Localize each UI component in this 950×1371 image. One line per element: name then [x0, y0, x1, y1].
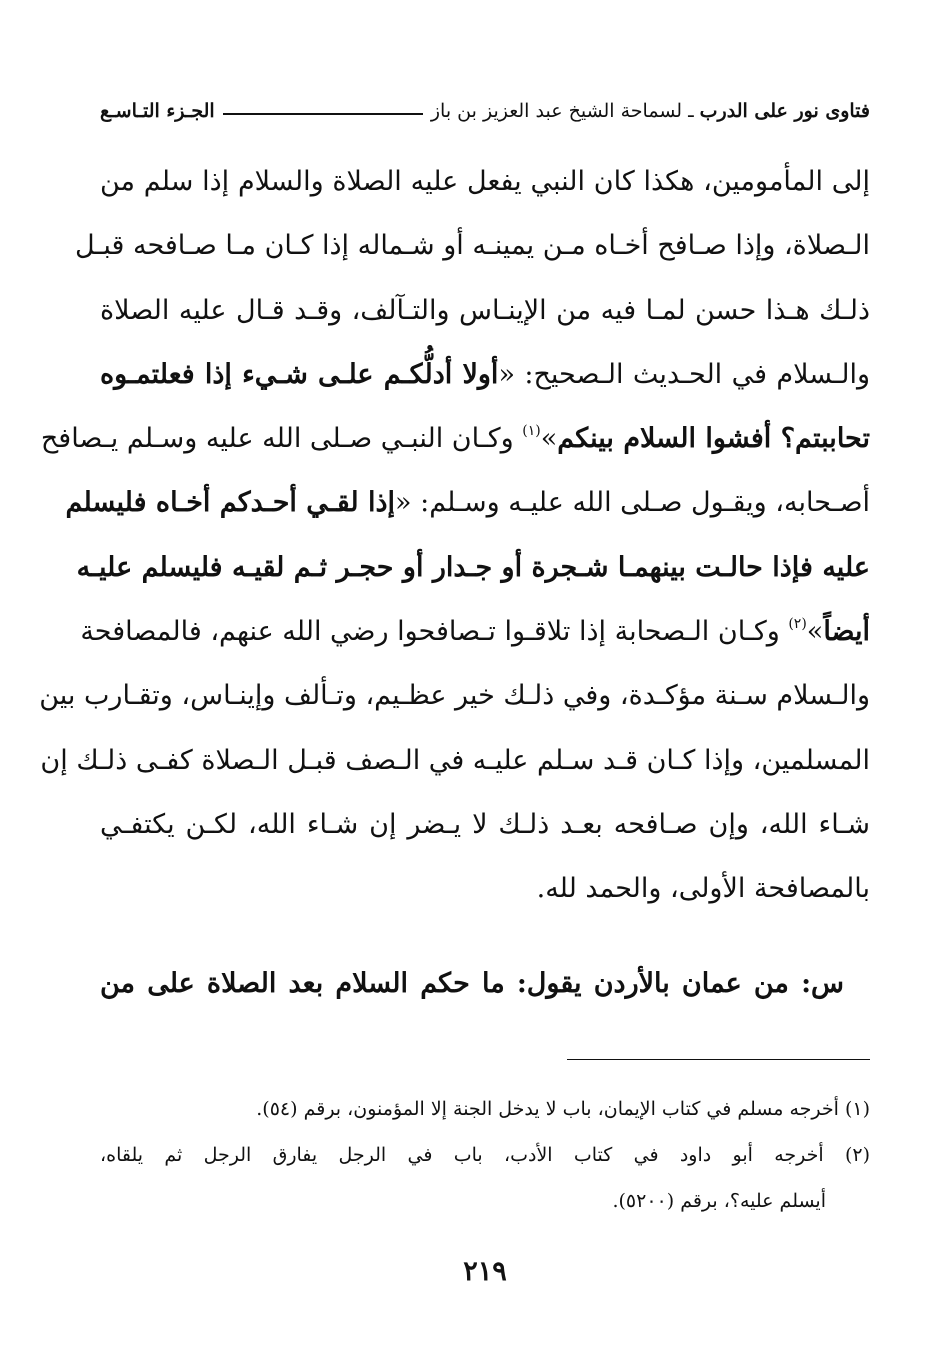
body-line-text: أصـحابه، ويقـول صـلى الله عليـه وسـلم: « — [395, 487, 870, 519]
footnote-2: (٢) أخرجه أبو داود في كتاب الأدب، باب في الرجل يفارق الرجل ثم يلقاه، — [100, 1144, 870, 1166]
footnote-ref-1[interactable]: (١) — [522, 423, 541, 440]
page-number: ٢١٩ — [463, 1256, 507, 1287]
running-header — [100, 94, 870, 128]
body-line-text: إلى المأمومين، هكذا كان النبي يفعل عليه الصلاة والسلام إذا سلم من — [100, 166, 870, 197]
header-separator: ـ — [688, 100, 694, 122]
body-line — [80, 600, 870, 664]
body-line-text: ذلـك هـذا حسن لمـا فيه من الإينـاس والتـآلف، وقـد قـال عليه الصلاة — [100, 294, 870, 326]
header-rule — [223, 113, 423, 115]
quote-close: » — [806, 616, 824, 648]
body-line — [40, 407, 870, 471]
body-line — [100, 279, 870, 343]
body-line — [74, 214, 870, 278]
footnotes — [100, 1086, 870, 1224]
quote-close: » — [540, 423, 558, 455]
body-line — [100, 857, 870, 921]
body-line — [100, 150, 870, 214]
question-heading: س: من عمان بالأردن يقول: ما حكم السلام بعد الصلاة على من — [100, 968, 844, 999]
body-line-text: شـاء الله، وإن صـافحه بعـد ذلـك لا يـضر إن شـاء الله، لكـن يكتفـي — [100, 808, 870, 840]
footnote-1: (١) أخرجه مسلم في كتاب الإيمان، باب لا يدخل الجنة إلا المؤمنون، برقم (٥٤). — [256, 1098, 870, 1120]
hadith-quote: تحاببتم؟ أفشوا السلام بينكم — [557, 423, 870, 455]
body-line — [76, 536, 870, 600]
hadith-quote: أولا أدلُّكـم علـى شـيء إذا فعلتمـوه — [100, 358, 499, 390]
body-line — [39, 664, 870, 728]
body-line-text: المسلمين، وإذا كـان قـد سـلم عليـه في الـصف قبـل الـصلاة كفـى ذلـك إن — [40, 744, 870, 776]
hadith-quote: أيضاً — [823, 616, 870, 648]
footnote-ref-2[interactable]: (٢) — [788, 616, 807, 633]
header-author: لسماحة الشيخ عبد العزيز بن باز — [430, 100, 683, 122]
hadith-quote: عليه فإذا حالـت بينهمـا شـجرة أو جـدار أو حجـر ثـم لقيـه فليسلم عليـه — [76, 551, 870, 583]
footnote-separator — [567, 1059, 870, 1060]
body-line-text: والـسلام في الحـديث الـصحيح: « — [498, 358, 870, 390]
hadith-quote: إذا لقـي أحـدكم أخـاه فليسلم — [65, 487, 396, 519]
body-line-text: وكـان النبـي صـلى الله عليه وسـلم يـصافح — [40, 423, 523, 455]
body-line — [65, 471, 870, 535]
body-text — [39, 150, 870, 922]
body-line-text: والـسلام سـنة مؤكـدة، وفي ذلـك خير عظـيم، وتـألف وإينـاس، وتقـارب بين — [39, 680, 870, 712]
body-line — [100, 343, 870, 407]
body-line-text: وكـان الـصحابة إذا تلاقـوا تـصافحوا رضي الله عنهم، فالمصافحة — [80, 616, 789, 648]
footnote-2-continuation: أيسلم عليه؟، برقم (٥٢٠٠). — [612, 1190, 826, 1212]
document-page — [39, 0, 870, 1371]
body-line — [40, 729, 870, 793]
body-line-text: بالمصافحة الأولى، والحمد لله. — [536, 873, 870, 905]
body-line — [100, 793, 870, 857]
header-volume: الجـزء التـاسـع — [100, 100, 215, 122]
header-title-group — [431, 100, 870, 122]
header-book-title: فتاوى نور على الدرب — [699, 100, 870, 122]
body-line-text: الـصلاة، وإذا صـافح أخـاه مـن يمينـه أو شـماله إذا كـان مـا صـافحه قبـل — [74, 230, 870, 262]
